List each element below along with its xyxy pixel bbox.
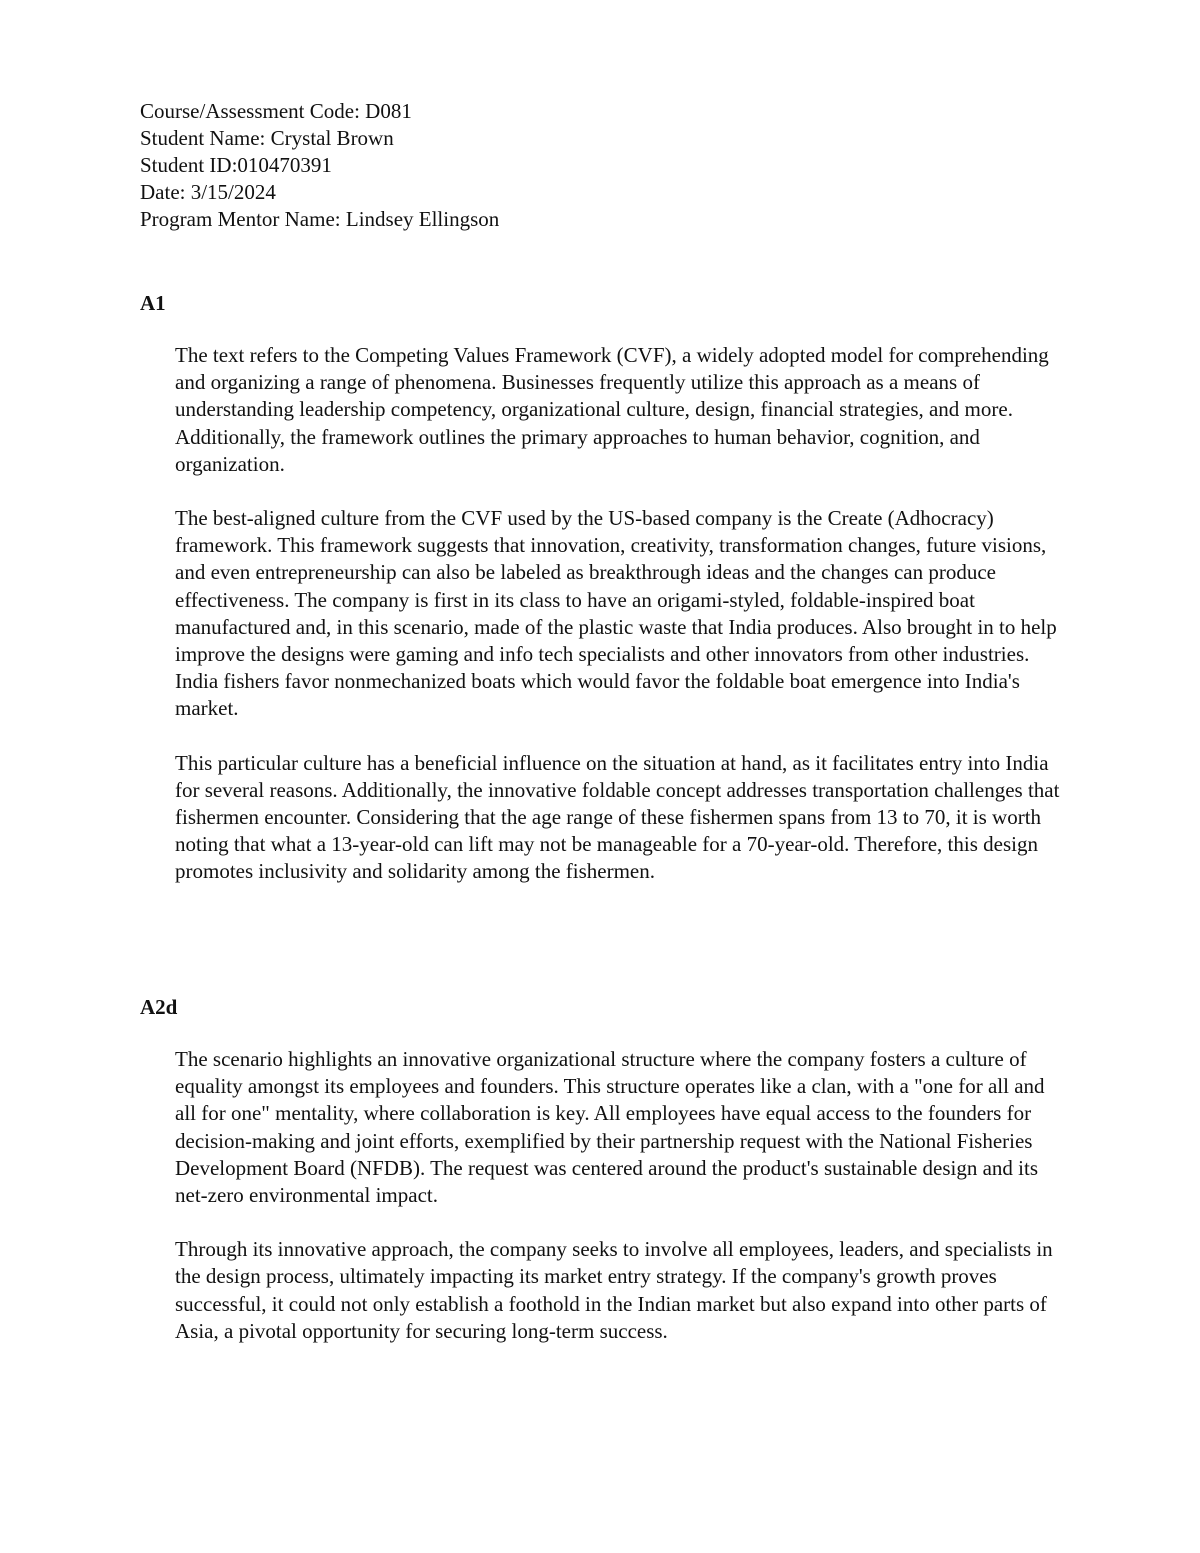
student-name: Student Name: Crystal Brown xyxy=(140,126,394,150)
student-info-block xyxy=(140,98,1060,233)
paragraph: Through its innovative approach, the company seeks to involve all employees, leaders, and specialists in the design process, ultimately impacting its market entry strategy. If the company's growth proves successful, it could not only establish a foothold in the Indian market but also expand into other parts of Asia, a pivotal opportunity for securing long-term success. xyxy=(175,1237,1053,1343)
submission-date: Date: 3/15/2024 xyxy=(140,180,276,204)
section-body-a2d xyxy=(175,1046,1070,1372)
section-heading-a1: A1 xyxy=(140,291,166,315)
mentor-name: Program Mentor Name: Lindsey Ellingson xyxy=(140,207,500,231)
paragraph: This particular culture has a beneficial influence on the situation at hand, as it facilitates entry into India for several reasons. Additionally, the innovative foldable concept addresses transportation challenges that fishermen encounter. Considering that the age range of these fishermen spans from 13 to 70, it is worth noting that what a 13-year-old can lift may not be manageable for a 70-year-old. Therefore, this design promotes inclusivity and solidarity among the fishermen. xyxy=(175,750,1060,884)
paragraph: The best-aligned culture from the CVF used by the US-based company is the Create (Adhocracy) framework. This framework suggests that innovation, creativity, transformation changes, future visions, and even entrepreneurship can also be labeled as breakthrough ideas and the changes can produce effectiveness. The company is first in its class to have an origami-styled, foldable-inspired boat manufactured and, in this scenario, made of the plastic waste that India produces. Also brought in to help improve the designs were gaming and info tech specialists and other innovators from other industries. India fishers favor nonmechanized boats which would favor the foldable boat emergence into India's market. xyxy=(175,506,1057,721)
section-body-a1 xyxy=(175,342,1070,913)
section-heading-a2d: A2d xyxy=(140,995,178,1019)
student-id: Student ID:010470391 xyxy=(140,153,332,177)
paragraph: The scenario highlights an innovative organizational structure where the company fosters a culture of equality amongst its employees and founders. This structure operates like a clan, with a "one for all and all for one" mentality, where collaboration is key. All employees have equal access to the founders for decision-making and joint efforts, exemplified by their partnership request with the National Fisheries Development Board (NFDB). The request was centered around the product's sustainable design and its net-zero environmental impact. xyxy=(175,1047,1045,1208)
course-code: Course/Assessment Code: D081 xyxy=(140,99,412,123)
paragraph: The text refers to the Competing Values Framework (CVF), a widely adopted model for comprehending and organizing a range of phenomena. Businesses frequently utilize this approach as a means of understanding leadership competency, organizational culture, design, financial strategies, and more. Additionally, the framework outlines the primary approaches to human behavior, cognition, and organization. xyxy=(175,343,1049,476)
